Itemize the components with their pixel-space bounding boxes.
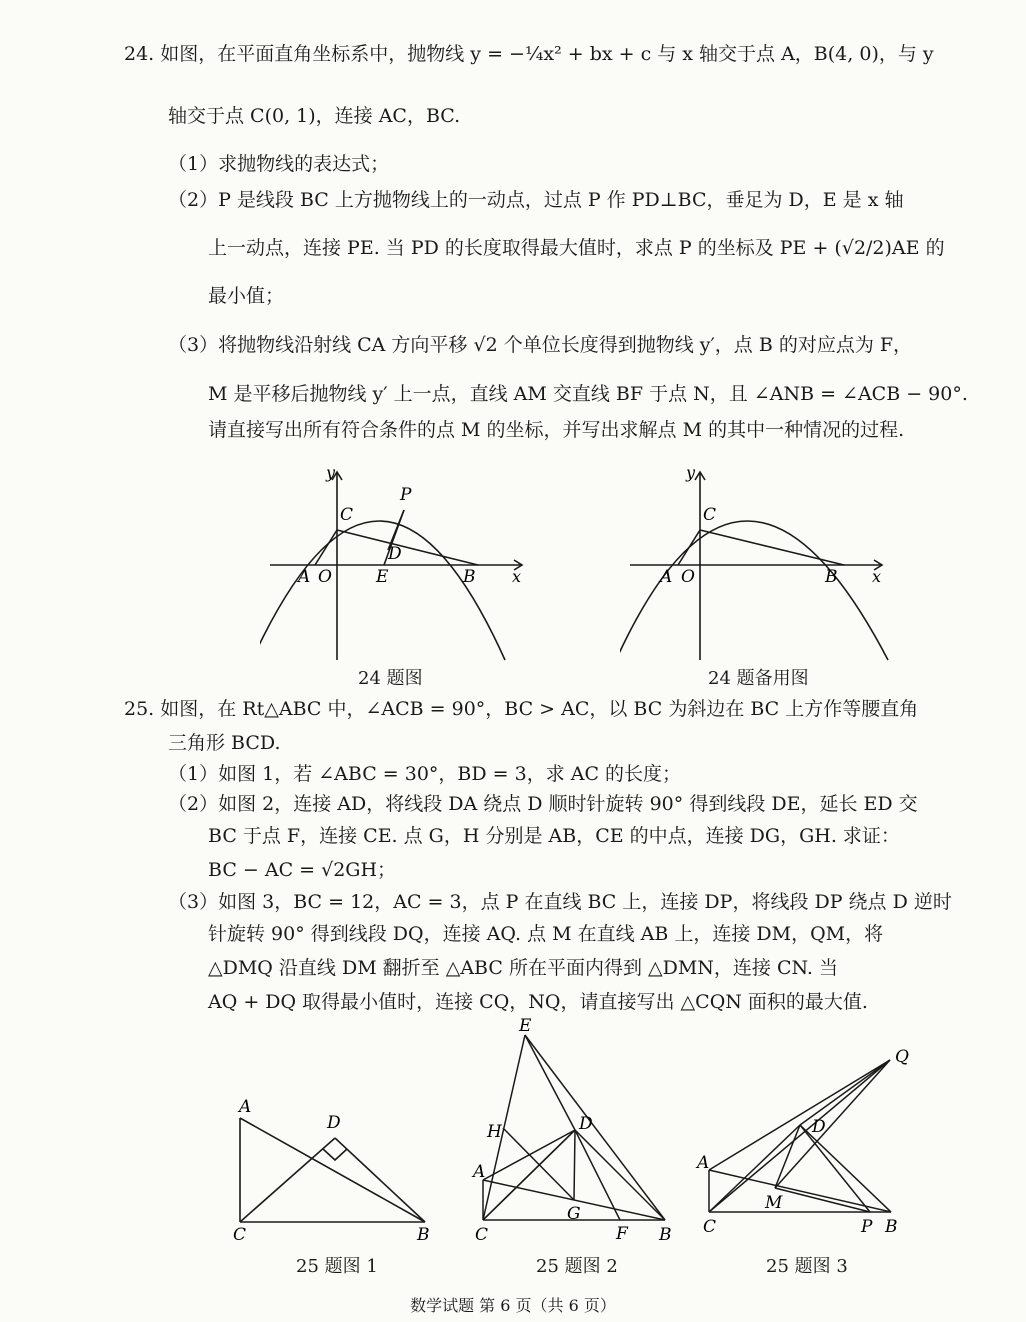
q24b-point-O: O: [681, 567, 695, 587]
q25-part2-line1: （2）如图 2，连接 AD，将线段 DA 绕点 D 顺时针旋转 90° 得到线段 DE，延长 ED 交: [168, 793, 918, 815]
q24-y-label: y: [326, 463, 336, 482]
q24-stem-line1: 24. 如图，在平面直角坐标系中，抛物线 y = −¼x² + bx + c 与 x 轴交于点 A，B(4, 0)，与 y: [124, 43, 934, 65]
q25f1-point-C: C: [233, 1225, 247, 1245]
q24-part3-line2: M 是平移后抛物线 y′ 上一点，直线 AM 交直线 BF 于点 N，且 ∠ANB = ∠ACB − 90°.: [208, 383, 968, 405]
q24-point-P: P: [400, 485, 412, 505]
q24b-x-label: x: [872, 567, 882, 586]
q25f3-point-C: C: [703, 1217, 717, 1237]
q24-point-B: B: [463, 567, 476, 587]
q24b-point-A: A: [660, 567, 673, 587]
q24-figure: [260, 462, 530, 662]
q24b-point-C: C: [703, 505, 717, 525]
q24-part2-line1: （2）P 是线段 BC 上方抛物线上的一动点，过点 P 作 PD⊥BC，垂足为 D，E 是 x 轴: [168, 189, 904, 211]
q24-part2-line3: 最小值；: [208, 285, 285, 307]
q25f3-point-P: P: [861, 1217, 873, 1237]
q25-figure-2: [465, 1015, 685, 1250]
q24-figure-caption: 24 题图: [358, 668, 423, 689]
q24b-y-label: y: [686, 463, 696, 482]
q25-fig1-caption: 25 题图 1: [296, 1256, 378, 1277]
q25-fig2-caption: 25 题图 2: [536, 1256, 618, 1277]
q24b-point-B: B: [825, 567, 838, 587]
q24-point-A: A: [298, 567, 311, 587]
q25f3-point-A: A: [697, 1153, 710, 1173]
q25f3-point-Q: Q: [895, 1047, 909, 1067]
q25-part3-line1: （3）如图 3，BC = 12，AC = 3，点 P 在直线 BC 上，连接 DP，将线段 DP 绕点 D 逆时: [168, 891, 952, 913]
q25-part3-line2: 针旋转 90° 得到线段 DQ，连接 AQ. 点 M 在直线 AB 上，连接 DM，QM，将: [208, 923, 884, 945]
q24-part1: （1）求抛物线的表达式；: [168, 153, 390, 175]
q25-part1: （1）如图 1，若 ∠ABC = 30°，BD = 3，求 AC 的长度；: [168, 763, 682, 785]
q25f2-point-A: A: [473, 1162, 486, 1182]
q24-x-label: x: [512, 567, 522, 586]
q25f2-point-G: G: [567, 1204, 581, 1224]
q25f3-point-M: M: [765, 1193, 783, 1213]
q25-part2-line3: BC − AC = √2GH；: [208, 859, 397, 881]
q25-fig3-caption: 25 题图 3: [766, 1256, 848, 1277]
q24-point-C: C: [340, 505, 354, 525]
q25-stem-line1: 25. 如图，在 Rt△ABC 中，∠ACB = 90°，BC > AC，以 BC 为斜边在 BC 上方作等腰直角: [124, 698, 919, 720]
q24-stem-line2: 轴交于点 C(0, 1)，连接 AC，BC.: [168, 105, 461, 127]
q25f2-point-F: F: [616, 1224, 628, 1244]
q25f2-point-H: H: [487, 1122, 502, 1142]
q25-part2-line2: BC 于点 F，连接 CE. 点 G，H 分别是 AB，CE 的中点，连接 DG，GH. 求证：: [208, 825, 900, 847]
q25-figure-1: [225, 1090, 445, 1250]
q24-backup-figure: [620, 462, 890, 662]
q25f1-point-A: A: [239, 1097, 252, 1117]
q24-point-E: E: [376, 567, 389, 587]
q24-part3-line1: （3）将抛物线沿射线 CA 方向平移 √2 个单位长度得到抛物线 y′，点 B 的对应点为 F，: [168, 334, 913, 356]
q24-part3-line3: 请直接写出所有符合条件的点 M 的坐标，并写出求解点 M 的其中一种情况的过程.: [208, 419, 905, 441]
q25f3-point-B: B: [885, 1217, 898, 1237]
q25f3-point-D: D: [812, 1117, 826, 1137]
q25-figure-3: [695, 1040, 920, 1250]
q25-part3-line3: △DMQ 沿直线 DM 翻折至 △ABC 所在平面内得到 △DMN，连接 CN. 当: [208, 957, 838, 979]
q24-part2-line2: 上一动点，连接 PE. 当 PD 的长度取得最大值时，求点 P 的坐标及 PE + (√2/2)AE 的: [208, 237, 945, 259]
q25f2-point-B: B: [659, 1225, 672, 1245]
q25-part3-line4: AQ + DQ 取得最小值时，连接 CQ，NQ，请直接写出 △CQN 面积的最大值.: [208, 991, 868, 1013]
q25f1-point-B: B: [417, 1225, 430, 1245]
q24-backup-caption: 24 题备用图: [708, 668, 809, 689]
q24-point-D: D: [388, 544, 402, 564]
q25-stem-line2: 三角形 BCD.: [168, 732, 281, 754]
q24-point-O: O: [318, 567, 332, 587]
q25f2-point-D: D: [579, 1114, 593, 1134]
q25f2-point-E: E: [519, 1016, 532, 1036]
q25f2-point-C: C: [475, 1225, 489, 1245]
q25f1-point-D: D: [327, 1113, 341, 1133]
page-footer: 数学试题 第 6 页（共 6 页）: [410, 1296, 616, 1315]
